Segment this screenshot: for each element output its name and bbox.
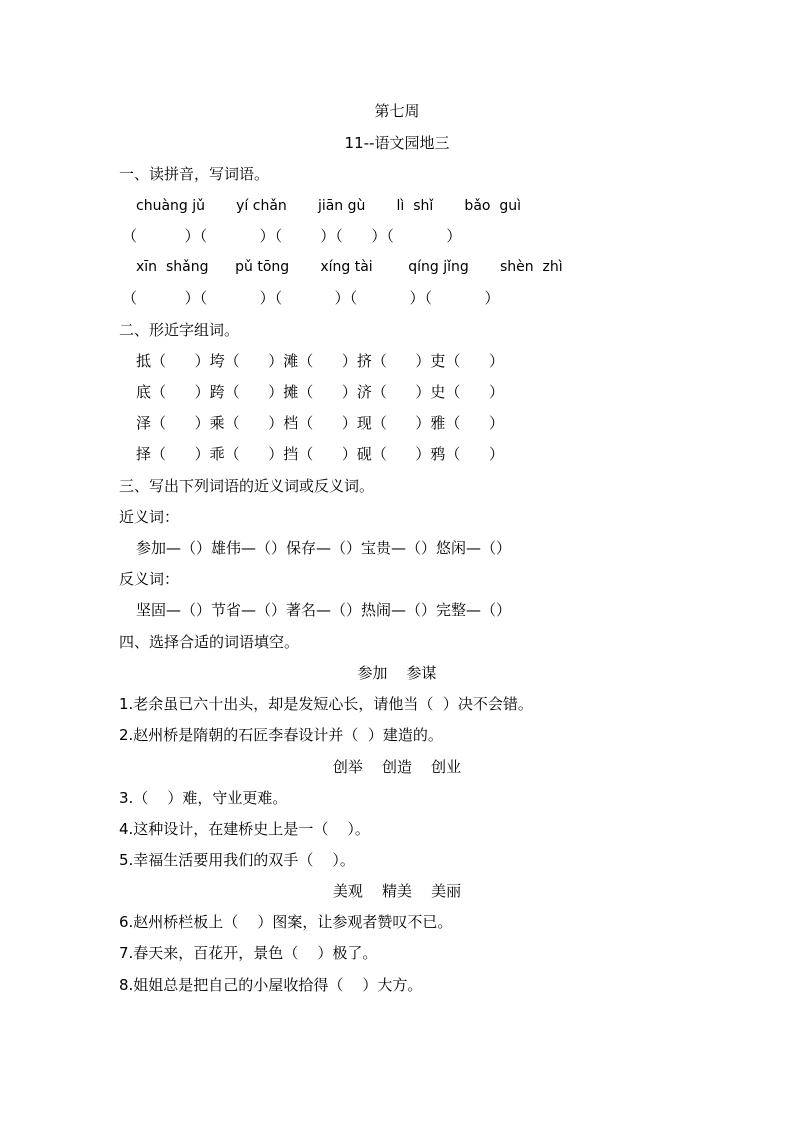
question-7: 7.春天来，百花开，景色（ ）极了。 — [119, 944, 378, 962]
section2-title: 二、形近字组词。 — [119, 321, 240, 339]
word-choice-group-3: 美观 精美 美丽 — [332, 882, 462, 900]
question-2: 2.赵州桥是隋朝的石匠李春设计并（ ）建造的。 — [119, 726, 443, 744]
word-choice-group-2: 创举 创造 创业 — [332, 758, 462, 776]
question-5: 5.幸福生活要用我们的双手（ ）。 — [119, 851, 355, 869]
antonym-label: 反义词： — [119, 570, 180, 588]
similar-char-row: 泽（ ）乘（ ）档（ ）现（ ）雅（ ） — [136, 414, 505, 432]
pinyin-row-2: xīn shǎng pǔ tōng xíng tài qíng jǐng shèn zhì — [136, 259, 563, 275]
similar-char-row: 择（ ）乖（ ）挡（ ）砚（ ）鸦（ ） — [136, 445, 505, 463]
antonym-row: 坚固—（）节省—（）著名—（）热闹—（）完整—（） — [136, 601, 512, 619]
question-3: 3.（ ）难，守业更难。 — [119, 789, 288, 807]
question-1: 1.老余虽已六十出头，却是发短心长，请他当（ ）决不会错。 — [119, 695, 533, 713]
section1-title: 一、读拼音，写词语。 — [119, 165, 270, 183]
word-choice-group-1: 参加 参谋 — [357, 664, 437, 682]
blank-row-1: （ ）（ ）（ ）（ ）（ ） — [122, 227, 462, 245]
pinyin-row-1: chuàng jǔ yí chǎn jiān gù lì shǐ bǎo guì — [136, 198, 522, 214]
section4-title: 四、选择合适的词语填空。 — [119, 633, 300, 651]
question-8: 8.姐姐总是把自己的小屋收拾得（ ）大方。 — [119, 976, 423, 994]
lesson-title: 11--语文园地三 — [344, 134, 450, 152]
question-4: 4.这种设计，在建桥史上是一（ ）。 — [119, 820, 370, 838]
question-6: 6.赵州桥栏板上（ ）图案，让参观者赞叹不已。 — [119, 913, 453, 931]
week-title: 第七周 — [374, 102, 420, 120]
blank-row-2: （ ）（ ）（ ）（ ）（ ） — [122, 289, 500, 307]
synonym-row: 参加—（）雄伟—（）保存—（）宝贵—（）悠闲—（） — [136, 539, 512, 557]
similar-char-row: 底（ ）跨（ ）摊（ ）济（ ）史（ ） — [136, 383, 505, 401]
similar-char-row: 抵（ ）垮（ ）滩（ ）挤（ ）吏（ ） — [136, 352, 505, 370]
section3-title: 三、写出下列词语的近义词或反义词。 — [119, 477, 375, 495]
synonym-label: 近义词： — [119, 508, 180, 526]
